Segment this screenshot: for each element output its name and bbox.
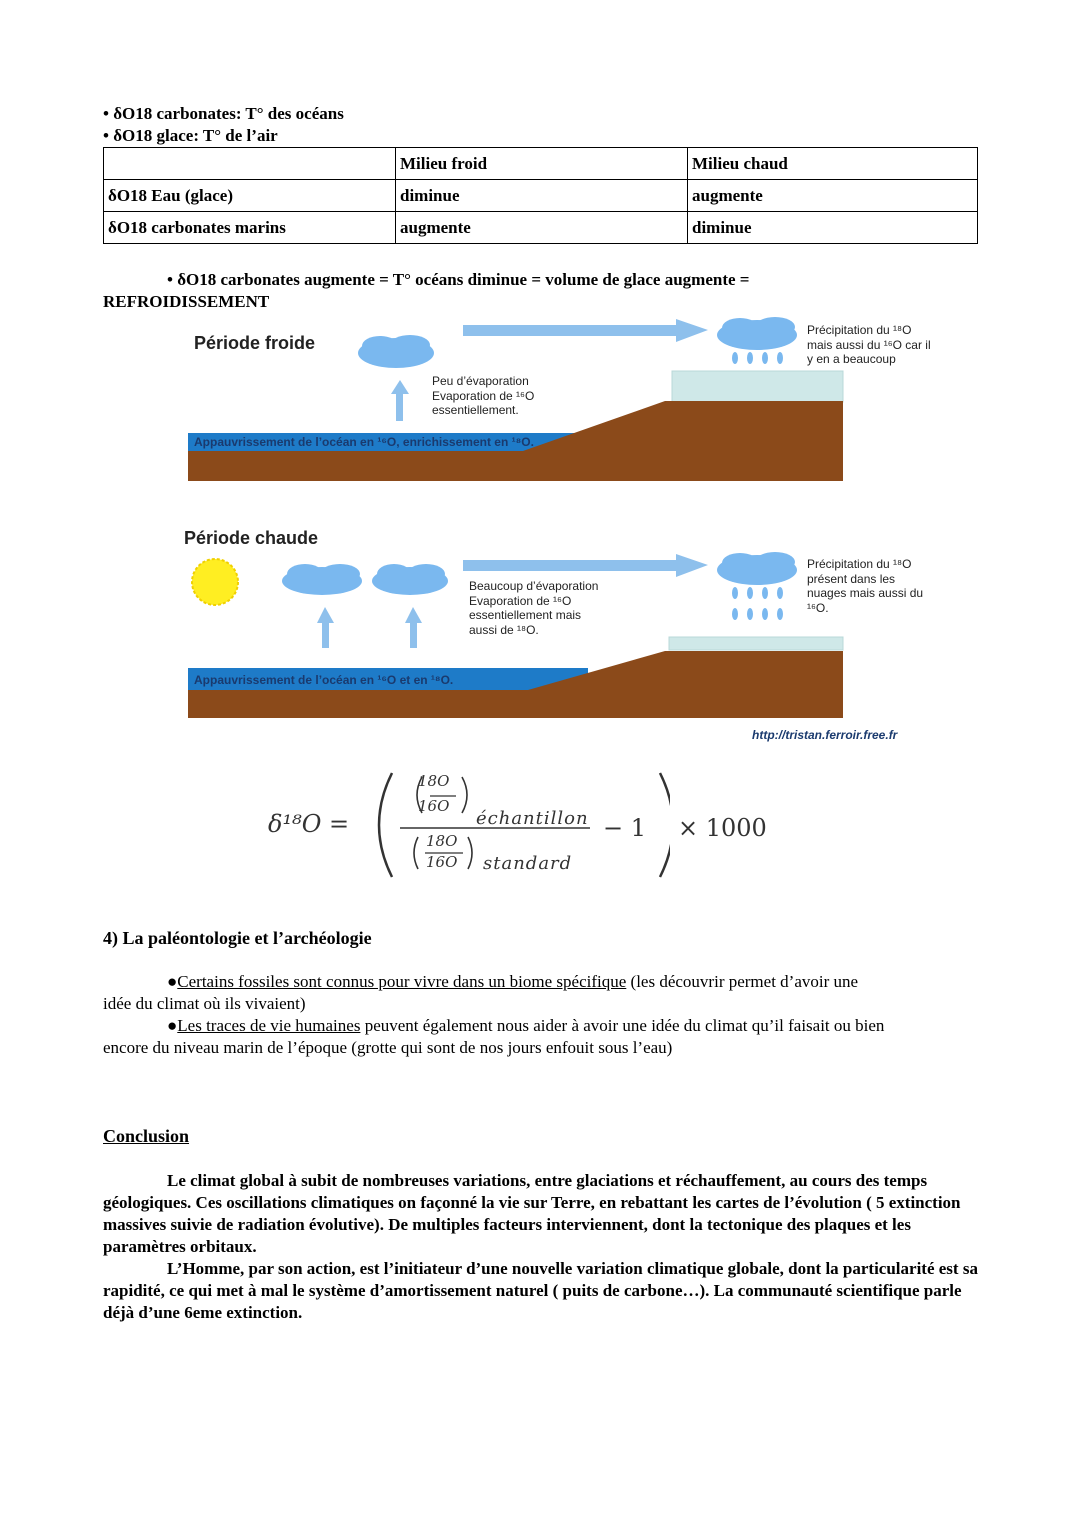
cold-evaporation-label: Peu d’évaporation Evaporation de ¹⁶O essentiellement. <box>432 374 535 417</box>
warm-evaporation-arrow <box>405 607 422 648</box>
warm-transport-arrow <box>463 554 708 577</box>
formula-den-bottom: 16O <box>426 853 458 871</box>
warm-precipitation-label: Précipitation du ¹⁸O présent dans les nuages mais aussi du ¹⁶O. <box>807 557 924 615</box>
table-header-cell: Milieu chaud <box>688 148 978 180</box>
table-cell: δO18 Eau (glace) <box>104 180 396 212</box>
warm-period-title: Période chaude <box>184 528 319 548</box>
warm-evaporation-label: Beaucoup d’évaporation Evaporation de ¹⁶O essentiellement mais aussi de ¹⁸O. <box>469 579 599 637</box>
bullet-carbonates: • δO18 carbonates: T° des océans <box>103 104 344 123</box>
table-cell: augmente <box>396 212 688 244</box>
conclusion-paragraph2: L’Homme, par son action, est l’initiateur d’une nouvelle variation climatique globale, dont la particularité est sa rapidité, ce qui met à mal le système d’amortissement naturel ( puits de carbone…). La communauté scientifique parle déjà d’une 6eme extinction. <box>103 1259 978 1322</box>
cold-precipitation-label: Précipitation du ¹⁸O mais aussi du ¹⁶O car il y en a beaucoup <box>807 323 931 366</box>
source-credit[interactable]: http://tristan.ferroir.free.fr <box>752 728 898 742</box>
bullet-glace: • δO18 glace: T° de l’air <box>103 126 278 145</box>
formula-den-top: 18O <box>426 832 458 850</box>
sun-icon <box>192 559 238 605</box>
section4-paragraph1: ●Certains fossiles sont connus pour vivre dans un biome spécifique (les découvrir permet d’avoir une idée du climat où ils vivaient) <box>103 972 859 1013</box>
formula-minus-one: − 1 <box>603 814 647 842</box>
warm-cloud-icon <box>372 564 448 595</box>
cold-ocean-label: Appauvrissement de l’océan en ¹⁶O, enrichissement en ¹⁸O. <box>194 435 534 449</box>
isotope-diagram <box>0 0 1080 760</box>
table-cell: δO18 carbonates marins <box>104 212 396 244</box>
fossils-link: Certains fossiles sont connus pour vivre dans un biome spécifique <box>177 972 627 991</box>
warm-evaporation-arrow <box>317 607 334 648</box>
section4-paragraph2: ●Les traces de vie humaines peuvent également nous aider à avoir une idée du climat qu’il faisait ou bien encore du niveau marin de l’époque (grotte qui sont de nos jours enfouit sous l’eau) <box>103 1016 885 1057</box>
conclusion-paragraph1: Le climat global à subit de nombreuses variations, entre glaciations et réchauffement, au cours des temps géologiques. Ces oscillations climatiques on façonné la vie sur Terre, en rebattant les cartes de l’évolution ( 5 extinction massives suivie de radiation évolutive). De multiples facteurs interviennent, dont la tectonique des plaques et les paramètres orbitaux. <box>103 1171 961 1256</box>
formula-num-bottom: 16O <box>418 797 450 815</box>
cold-raindrops-icon <box>732 352 783 364</box>
table-cell: diminue <box>688 212 978 244</box>
table-header-cell: Milieu froid <box>396 148 688 180</box>
cold-cloud-icon <box>358 335 434 368</box>
section4-heading: 4) La paléontologie et l’archéologie <box>103 928 372 948</box>
formula-times: × 1000 <box>678 814 767 842</box>
warm-ocean-label: Appauvrissement de l’océan en ¹⁶O et en ¹⁸O. <box>194 673 454 687</box>
warm-precip-cloud-icon <box>717 552 797 585</box>
formula-sample: échantillon <box>476 808 589 829</box>
cold-evaporation-arrow <box>391 380 409 421</box>
summary-line1: • δO18 carbonates augmente = T° océans diminue = volume de glace augmente = <box>167 270 750 289</box>
formula-standard: standard <box>483 853 573 874</box>
formula-lhs: δ¹⁸O = <box>268 810 350 838</box>
summary-line2: REFROIDISSEMENT <box>103 292 270 311</box>
cold-precip-cloud-icon <box>717 317 797 350</box>
warm-raindrops-icon <box>732 587 783 620</box>
warm-cloud-icon <box>282 564 362 595</box>
cold-transport-arrow <box>463 319 708 342</box>
formula-num-top: 18O <box>418 772 450 790</box>
cold-period-title: Période froide <box>194 333 316 353</box>
human-traces-link: Les traces de vie humaines <box>177 1016 361 1035</box>
table-cell: diminue <box>396 180 688 212</box>
cold-ice-sheet <box>672 371 843 402</box>
conclusion-heading: Conclusion <box>103 1126 190 1146</box>
warm-ice-sheet <box>669 637 843 650</box>
table-cell: augmente <box>688 180 978 212</box>
